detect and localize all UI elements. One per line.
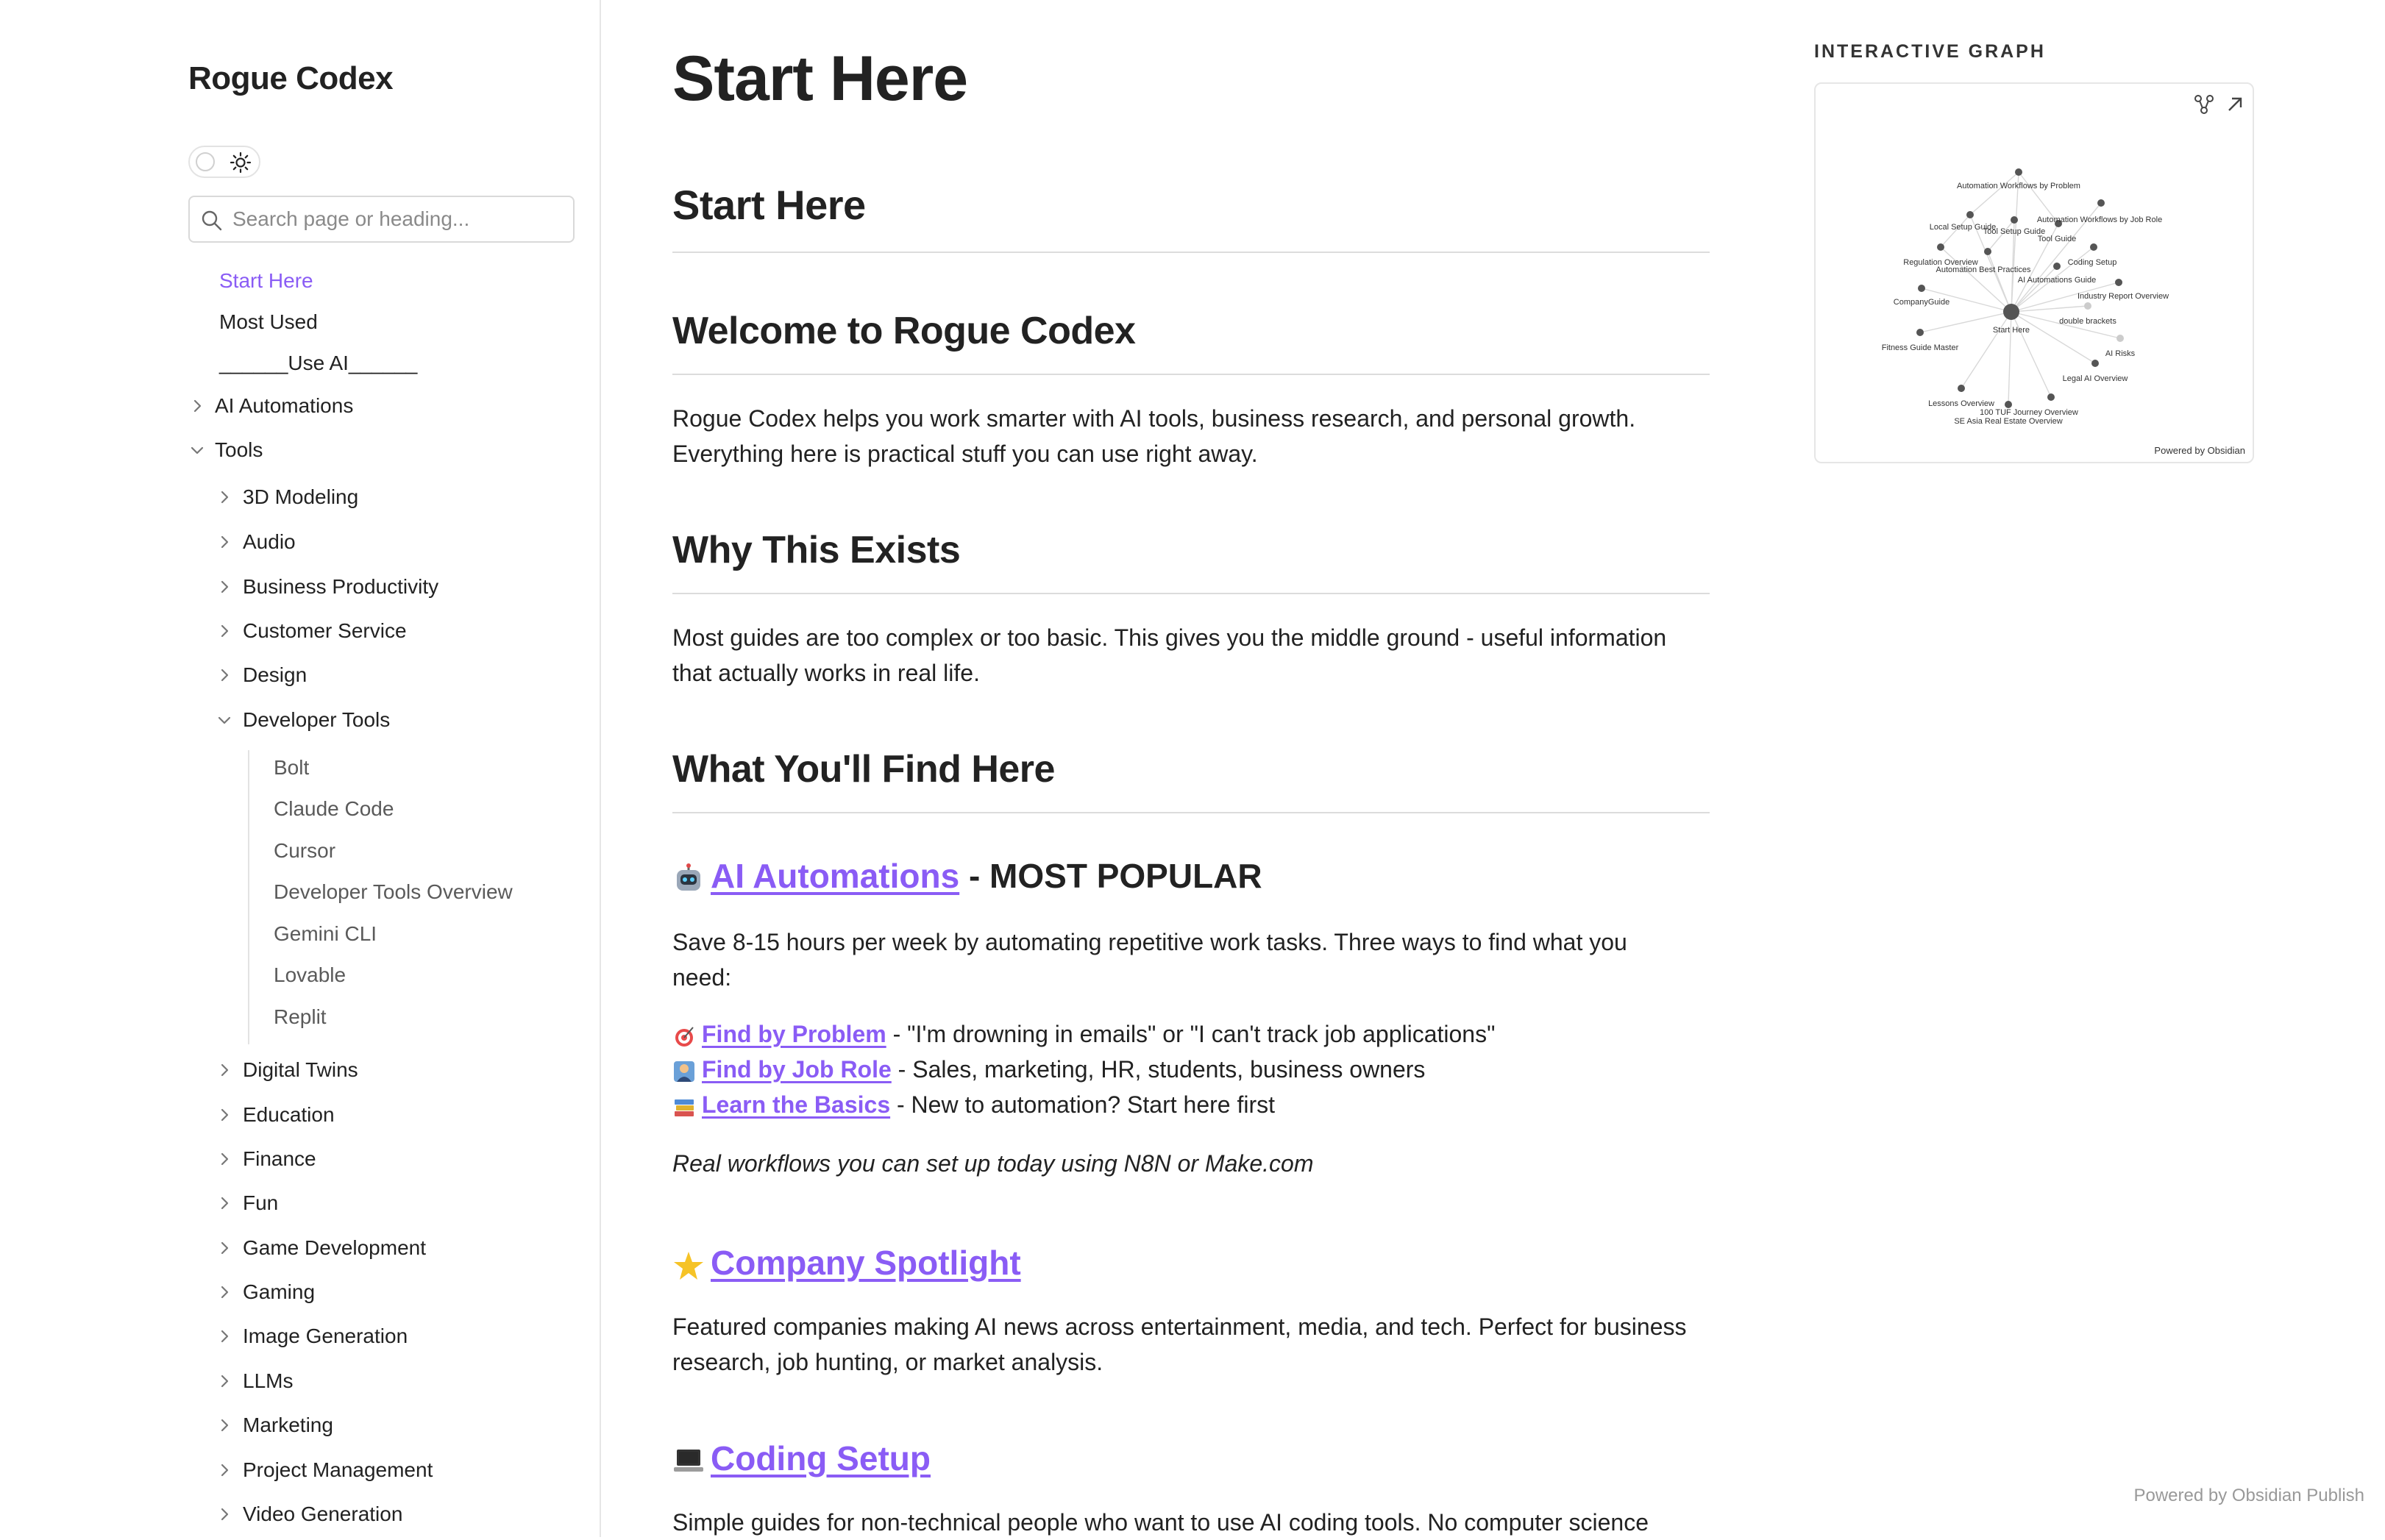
- toggle-knob: [196, 152, 215, 171]
- nav-folder-game-development[interactable]: Game Development: [243, 1236, 427, 1259]
- graph-node-label: 100 TUF Journey Overview: [1980, 408, 2078, 417]
- chevron-right-icon[interactable]: [188, 397, 206, 415]
- search-input[interactable]: [232, 197, 564, 241]
- chevron-right-icon[interactable]: [216, 622, 233, 640]
- laptop-emoji-icon: [672, 1445, 705, 1477]
- chevron-right-icon[interactable]: [216, 1327, 233, 1345]
- chevron-right-icon[interactable]: [216, 1106, 233, 1124]
- find-by-problem-text: - "I'm drowning in emails" or "I can't track job applications": [886, 1021, 1496, 1047]
- section-company-spotlight: [672, 1243, 1021, 1283]
- graph-node-label: Regulation Overview: [1903, 258, 1978, 267]
- nav-folder-tools[interactable]: Tools: [215, 438, 263, 461]
- chevron-right-icon[interactable]: [216, 578, 233, 596]
- graph-label: INTERACTIVE GRAPH: [1814, 41, 2046, 62]
- nav-folder-ai-automations[interactable]: AI Automations: [215, 394, 354, 417]
- nav-folder-business-productivity[interactable]: Business Productivity: [243, 575, 439, 598]
- list-item: [672, 1091, 1275, 1119]
- graph-node-label: Industry Report Overview: [2077, 292, 2169, 301]
- find-by-problem-link[interactable]: Find by Problem: [702, 1021, 886, 1047]
- chevron-right-icon[interactable]: [216, 1416, 233, 1434]
- office-worker-emoji-icon: [672, 1060, 696, 1083]
- nav-item-start-here[interactable]: Start Here: [219, 269, 313, 292]
- graph-powered-label: Powered by Obsidian: [2154, 445, 2245, 456]
- ai-automations-link[interactable]: AI Automations: [711, 857, 960, 895]
- divider: [672, 252, 1710, 253]
- graph-node-label: Tool Guide: [2037, 235, 2077, 243]
- search-icon: [200, 209, 224, 232]
- company-spotlight-description: [672, 1309, 1710, 1380]
- sun-icon: [229, 151, 252, 174]
- graph-node-label: Automation Best Practices: [1936, 265, 2031, 274]
- nav-folder-image-generation[interactable]: Image Generation: [243, 1325, 408, 1347]
- nav-folder-education[interactable]: Education: [243, 1103, 335, 1126]
- welcome-line-2: Everything here is practical stuff you can use right away.: [672, 441, 1258, 467]
- chevron-right-icon[interactable]: [216, 1372, 233, 1390]
- auto-desc-line-2: need:: [672, 964, 732, 991]
- coding-setup-description: [672, 1505, 1710, 1540]
- why-paragraph: [672, 620, 1710, 691]
- graph-node-label: Lessons Overview: [1928, 399, 1994, 408]
- graph-node-label: double brackets: [2059, 317, 2116, 326]
- star-emoji-icon: [672, 1250, 705, 1282]
- graph-node-label: CompanyGuide: [1893, 298, 1950, 307]
- nav-item-cursor[interactable]: Cursor: [274, 839, 336, 862]
- why-line-2: that actually works in real life.: [672, 660, 980, 686]
- nav-folder-project-management[interactable]: Project Management: [243, 1458, 433, 1481]
- nav-item-bolt[interactable]: Bolt: [274, 756, 310, 779]
- welcome-paragraph: [672, 401, 1710, 471]
- graph-node-label: Automation Workflows by Job Role: [2036, 215, 2163, 224]
- why-line-1: Most guides are too complex or too basic. This gives you the middle ground - useful information: [672, 624, 1667, 651]
- nav-item-replit[interactable]: Replit: [274, 1005, 327, 1028]
- nav-folder-gaming[interactable]: Gaming: [243, 1280, 316, 1303]
- graph-node-label: Tool Setup Guide: [1983, 227, 2046, 236]
- heading-start-here: Start Here: [672, 182, 866, 228]
- graph-node-label: SE Asia Real Estate Overview: [1954, 417, 2063, 426]
- powered-by-footer[interactable]: Powered by Obsidian Publish: [2133, 1486, 2364, 1505]
- nav-folder-llms[interactable]: LLMs: [243, 1369, 294, 1392]
- page-title: Start Here: [672, 43, 968, 114]
- auto-desc-line-1: Save 8-15 hours per week by automating repetitive work tasks. Three ways to find what you: [672, 929, 1627, 955]
- graph-node-label: Coding Setup: [2067, 258, 2117, 267]
- nav-folder-digital-twins[interactable]: Digital Twins: [243, 1058, 358, 1081]
- chevron-down-icon[interactable]: [216, 711, 233, 729]
- section-coding-setup: [672, 1439, 931, 1478]
- divider: [672, 593, 1710, 594]
- company-desc-line-2: research, job hunting, or market analysis.: [672, 1349, 1103, 1375]
- nav-folder-developer-tools[interactable]: Developer Tools: [243, 708, 391, 731]
- nav-folder-marketing[interactable]: Marketing: [243, 1414, 333, 1436]
- find-by-job-role-link[interactable]: Find by Job Role: [702, 1056, 892, 1083]
- theme-toggle[interactable]: [188, 146, 260, 178]
- chevron-right-icon[interactable]: [216, 1283, 233, 1301]
- chevron-right-icon[interactable]: [216, 1505, 233, 1523]
- find-by-job-role-text: - Sales, marketing, HR, students, business owners: [891, 1056, 1426, 1083]
- divider: [672, 812, 1710, 813]
- books-emoji-icon: [672, 1095, 696, 1119]
- automation-note: Real workflows you can set up today using N8N or Make.com: [672, 1150, 1314, 1177]
- chevron-right-icon[interactable]: [216, 1061, 233, 1079]
- nav-folder-video-generation[interactable]: Video Generation: [243, 1502, 403, 1525]
- list-item: [672, 1056, 1425, 1083]
- coding-desc-line-1: Simple guides for non-technical people who want to use AI coding tools. No computer science: [672, 1509, 1649, 1536]
- graph-canvas[interactable]: [1816, 84, 2254, 463]
- graph-node-label: Local Setup Guide: [1929, 223, 1997, 232]
- search-box[interactable]: [188, 196, 575, 243]
- nav-item-claude-code[interactable]: Claude Code: [274, 797, 394, 820]
- welcome-line-1: Rogue Codex helps you work smarter with AI tools, business research, and personal growth.: [672, 405, 1636, 432]
- section-ai-automations: [672, 856, 1262, 896]
- heading-why-this-exists: Why This Exists: [672, 529, 961, 571]
- nav-item-use-ai[interactable]: ______Use AI______: [219, 352, 418, 374]
- graph-node-label: AI Risks: [2105, 349, 2136, 358]
- site-title[interactable]: Rogue Codex: [188, 60, 394, 96]
- graph-node-label: Legal AI Overview: [2062, 374, 2128, 383]
- company-desc-line-1: Featured companies making AI news across entertainment, media, and tech. Perfect for business: [672, 1313, 1687, 1340]
- coding-setup-link[interactable]: Coding Setup: [711, 1439, 931, 1477]
- nav-folder-fun[interactable]: Fun: [243, 1191, 279, 1214]
- divider: [672, 374, 1710, 375]
- chevron-right-icon[interactable]: [216, 1150, 233, 1168]
- nav-folder-3d-modeling[interactable]: 3D Modeling: [243, 485, 359, 508]
- graph-node-label: Fitness Guide Master: [1881, 343, 1959, 352]
- graph-node-label: AI Automations Guide: [2017, 276, 2097, 285]
- learn-the-basics-link[interactable]: Learn the Basics: [702, 1091, 891, 1118]
- chevron-right-icon[interactable]: [216, 1239, 233, 1257]
- graph-node-center-label: Start Here: [1992, 326, 2030, 335]
- graph-node-label: Automation Workflows by Problem: [1957, 182, 2080, 190]
- chevron-right-icon[interactable]: [216, 1461, 233, 1479]
- sidebar: [0, 0, 601, 1537]
- target-emoji-icon: [672, 1024, 696, 1048]
- company-spotlight-link[interactable]: Company Spotlight: [711, 1244, 1021, 1282]
- nav-item-most-used[interactable]: Most Used: [219, 310, 318, 333]
- tree-guide-line: [248, 750, 249, 1044]
- most-popular-label: - MOST POPULAR: [959, 857, 1262, 895]
- nav-folder-audio[interactable]: Audio: [243, 530, 296, 553]
- nav-folder-finance[interactable]: Finance: [243, 1147, 316, 1170]
- nav-item-gemini-cli[interactable]: Gemini CLI: [274, 922, 377, 945]
- heading-what-youll-find: What You'll Find Here: [672, 748, 1055, 791]
- nav-folder-customer-service[interactable]: Customer Service: [243, 619, 407, 642]
- nav-item-lovable[interactable]: Lovable: [274, 963, 346, 986]
- heading-welcome: Welcome to Rogue Codex: [672, 310, 1136, 352]
- interactive-graph[interactable]: [1814, 82, 2254, 463]
- learn-the-basics-text: - New to automation? Start here first: [890, 1091, 1275, 1118]
- list-item: [672, 1021, 1495, 1048]
- nav-folder-design[interactable]: Design: [243, 663, 308, 686]
- chevron-right-icon[interactable]: [216, 666, 233, 684]
- chevron-right-icon[interactable]: [216, 533, 233, 551]
- ai-automations-description: [672, 924, 1710, 995]
- nav-item-developer-tools-overview[interactable]: Developer Tools Overview: [274, 880, 513, 903]
- robot-emoji-icon: [672, 863, 705, 895]
- chevron-right-icon[interactable]: [216, 488, 233, 506]
- chevron-right-icon[interactable]: [216, 1194, 233, 1212]
- chevron-down-icon[interactable]: [188, 441, 206, 459]
